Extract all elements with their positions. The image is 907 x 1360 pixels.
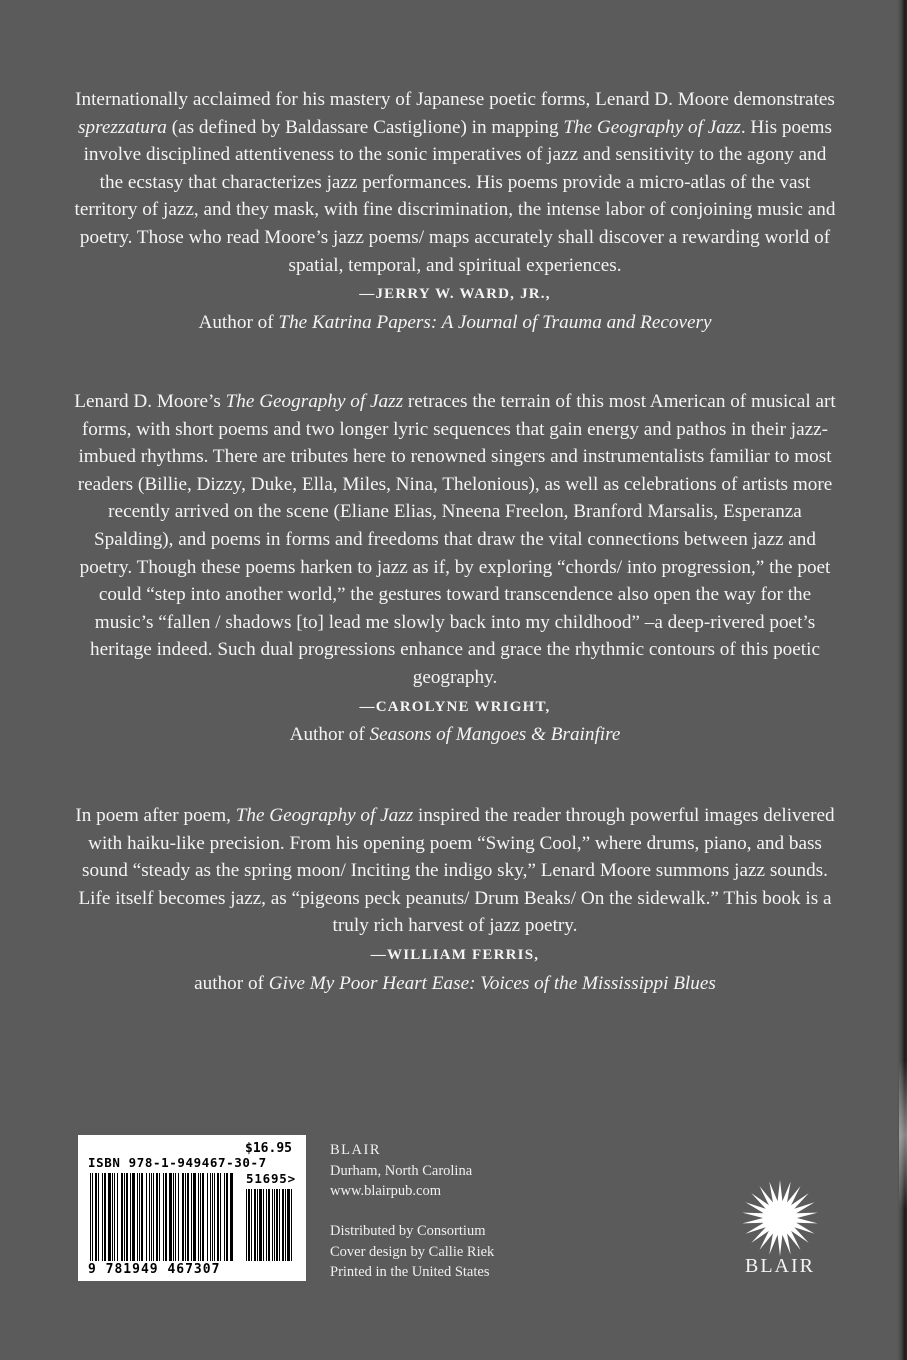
barcode-bar — [200, 1173, 201, 1261]
starburst-icon — [740, 1178, 820, 1258]
barcode-bar — [151, 1173, 152, 1261]
barcode-bar — [272, 1189, 273, 1261]
barcode-bar — [263, 1189, 264, 1261]
barcode-bar — [130, 1173, 131, 1261]
barcode-bar — [102, 1173, 103, 1261]
barcode-bar — [187, 1173, 189, 1261]
barcode-bar — [169, 1173, 172, 1261]
attribution-name: —WILLIAM FERRIS, — [370, 946, 540, 963]
blurb-text-part: retraces the terrain of this most American of musical art forms, with short poems and two longer lyric sequences that gain energy and pathos in their jazz-imbued rhythms. There are tributes here to renowned singers and instrumentalists familiar to most readers (Billie, Dizzy, Duke, Ella, Miles, Nina, Thelonious), as well as celebrations of artists more recently arrived on the scene (Eliane Elias, Nneena Freelon, Branford Marsalis, Esperanza Spalding), and poems in forms and freedoms that draw the vital connections between jazz and poetry. Though these poems harken to jazz as if, by exploring “chords/ into progression,” the poet could “step into another world,” the gestures toward transcendence also open the way for the music’s “fallen / shadows [to] lead me slowly back into my childhood” –a deep-rivered poet’s heritage indeed. Such dual progressions enhance and grace the rhythmic contours of this poetic geography. — [77, 391, 836, 688]
credits — [330, 1221, 494, 1283]
blurb-text-part: . His poems involve disciplined attentiveness to the sonic imperatives of jazz and sensitivity to the agony and the ecstasy that characterizes jazz performances. His poems provide a micro-atlas of the vast territory of jazz, and they mask, with fine discrimination, the intense labor of conjoining music and poetry. Those who read Moore’s jazz poems/ maps accurately shall discover a rewarding world of spatial, temporal, and spiritual experiences. — [74, 116, 836, 276]
attribution-work: Give My Poor Heart Ease: Voices of the Mississippi Blues — [268, 972, 716, 994]
attribution-credit — [70, 309, 840, 337]
barcode-bar — [207, 1173, 208, 1261]
blurb-book-title: The Geography of Jazz — [563, 116, 741, 138]
barcode-bar — [114, 1173, 115, 1261]
barcode-bar — [92, 1173, 93, 1261]
supplement-number: 51695> — [246, 1171, 296, 1186]
blurb-text — [70, 86, 840, 279]
barcode-bar — [173, 1173, 174, 1261]
publisher-info — [330, 1140, 472, 1202]
barcode-bar — [163, 1173, 164, 1261]
attribution-credit — [70, 721, 840, 749]
barcode-bar — [291, 1189, 292, 1261]
barcode-bars-supplement — [246, 1189, 292, 1261]
attribution-credit — [70, 970, 840, 998]
barcode-bar — [268, 1189, 270, 1261]
cover-edge-highlight — [899, 1060, 907, 1210]
distribution-credit: Distributed by Consortium — [330, 1223, 486, 1239]
barcode-bar — [198, 1173, 199, 1261]
blurb-ferris — [70, 802, 840, 997]
barcode-bar — [259, 1189, 262, 1261]
blurb-text-part: Lenard D. Moore’s — [74, 391, 226, 412]
barcode-bar — [126, 1173, 128, 1261]
barcode-bar — [141, 1173, 143, 1261]
ean-number: 9 781949 467307 — [88, 1262, 221, 1277]
blurb-text — [70, 388, 840, 692]
barcode-bar — [159, 1173, 160, 1261]
barcode-bar — [175, 1173, 176, 1261]
barcode-bar — [185, 1173, 186, 1261]
blurb-ward — [70, 86, 840, 336]
barcode-bar — [285, 1189, 286, 1261]
barcode-bar — [124, 1173, 125, 1261]
barcode-bar — [251, 1189, 252, 1261]
barcode-bar — [153, 1173, 154, 1261]
barcode-bar — [226, 1173, 228, 1261]
barcode-bar — [210, 1173, 211, 1261]
barcode-bar — [287, 1189, 290, 1261]
barcode-bar — [224, 1173, 225, 1261]
attribution-work: Seasons of Mangoes & Brainfire — [369, 724, 621, 746]
attribution-name: —CAROLYNE WRIGHT, — [359, 698, 551, 715]
publisher-city: Durham, North Carolina — [330, 1162, 473, 1179]
publisher-url: www.blairpub.com — [330, 1183, 442, 1199]
blurb-book-title: The Geography of Jazz — [225, 391, 404, 412]
blurb-text-part: Internationally acclaimed for his mastery of Japanese poetic forms, Lenard D. Moore demonstrates — [75, 89, 835, 110]
barcode-bar — [137, 1173, 138, 1261]
barcode-bar — [156, 1173, 158, 1261]
barcode-bar — [104, 1173, 106, 1261]
printing-credit: Printed in the United States — [330, 1264, 490, 1280]
barcode-bar — [276, 1189, 278, 1261]
barcode-bar — [230, 1173, 233, 1261]
barcode-bar — [191, 1173, 192, 1261]
barcode-bar — [90, 1173, 91, 1261]
isbn-label: ISBN 978-1-949467-30-7 — [88, 1155, 267, 1170]
barcode-bar — [112, 1173, 113, 1261]
attribution-name: —JERRY W. WARD, JR., — [359, 286, 551, 303]
barcode-bar — [282, 1189, 284, 1261]
price-label: $16.95 — [245, 1141, 292, 1156]
barcode-bar — [214, 1173, 215, 1261]
blurb-text-part: (as defined by Baldassare Castiglione) in mapping — [166, 116, 564, 138]
barcode-bar — [178, 1173, 179, 1261]
barcode-bar — [139, 1173, 140, 1261]
logo-text: BLAIR — [745, 1255, 815, 1277]
barcode-bar — [121, 1173, 123, 1261]
barcode-bar — [193, 1173, 196, 1261]
attribution-prefix: Author of — [289, 724, 370, 746]
attribution-prefix: author of — [194, 972, 269, 994]
barcode-bar — [202, 1173, 204, 1261]
barcode-bar — [220, 1173, 221, 1261]
attribution-work: The Katrina Papers: A Journal of Trauma and Recovery — [278, 311, 712, 333]
isbn-barcode — [78, 1135, 306, 1281]
blurb-text — [70, 802, 840, 940]
barcode-bar — [248, 1189, 250, 1261]
barcode-bar — [279, 1189, 280, 1261]
blurb-italic: sprezzatura — [78, 116, 167, 138]
barcode-bar — [246, 1189, 247, 1261]
barcode-bar — [149, 1173, 150, 1261]
barcode-bar — [254, 1189, 256, 1261]
cover-design-credit: Cover design by Callie Riek — [330, 1243, 495, 1260]
barcode-bar — [217, 1173, 219, 1261]
barcode-bar — [132, 1173, 135, 1261]
blurb-text-part: inspired the reader through powerful images delivered with haiku-like precision. From his opening poem “Swing Cool,” where drums, piano, and bass sound “steady as the spring moon/ Inciting the indigo sky,” Lenard Moore summons jazz sounds. Life itself becomes jazz, as “pigeons peck peanuts/ Drum Beaks/ On the sidewalk.” This book is a truly rich harvest of jazz poetry. — [78, 805, 835, 937]
barcode-bar — [117, 1173, 118, 1261]
barcode-bar — [165, 1173, 167, 1261]
blurb-text-part: In poem after poem, — [75, 805, 236, 826]
barcode-bar — [182, 1173, 184, 1261]
barcode-bar — [108, 1173, 111, 1261]
barcode-bar — [274, 1189, 275, 1261]
barcode-bar — [95, 1173, 97, 1261]
barcode-bar — [257, 1189, 258, 1261]
blurb-wright — [70, 388, 840, 749]
attribution-prefix: Author of — [198, 311, 279, 333]
barcode-bar — [212, 1173, 213, 1261]
blurb-book-title: The Geography of Jazz — [235, 805, 414, 826]
barcode-bar — [146, 1173, 147, 1261]
barcode-bars-main — [90, 1173, 234, 1261]
publisher-name: BLAIR — [330, 1142, 381, 1158]
barcode-bar — [98, 1173, 99, 1261]
barcode-bar — [266, 1189, 267, 1261]
